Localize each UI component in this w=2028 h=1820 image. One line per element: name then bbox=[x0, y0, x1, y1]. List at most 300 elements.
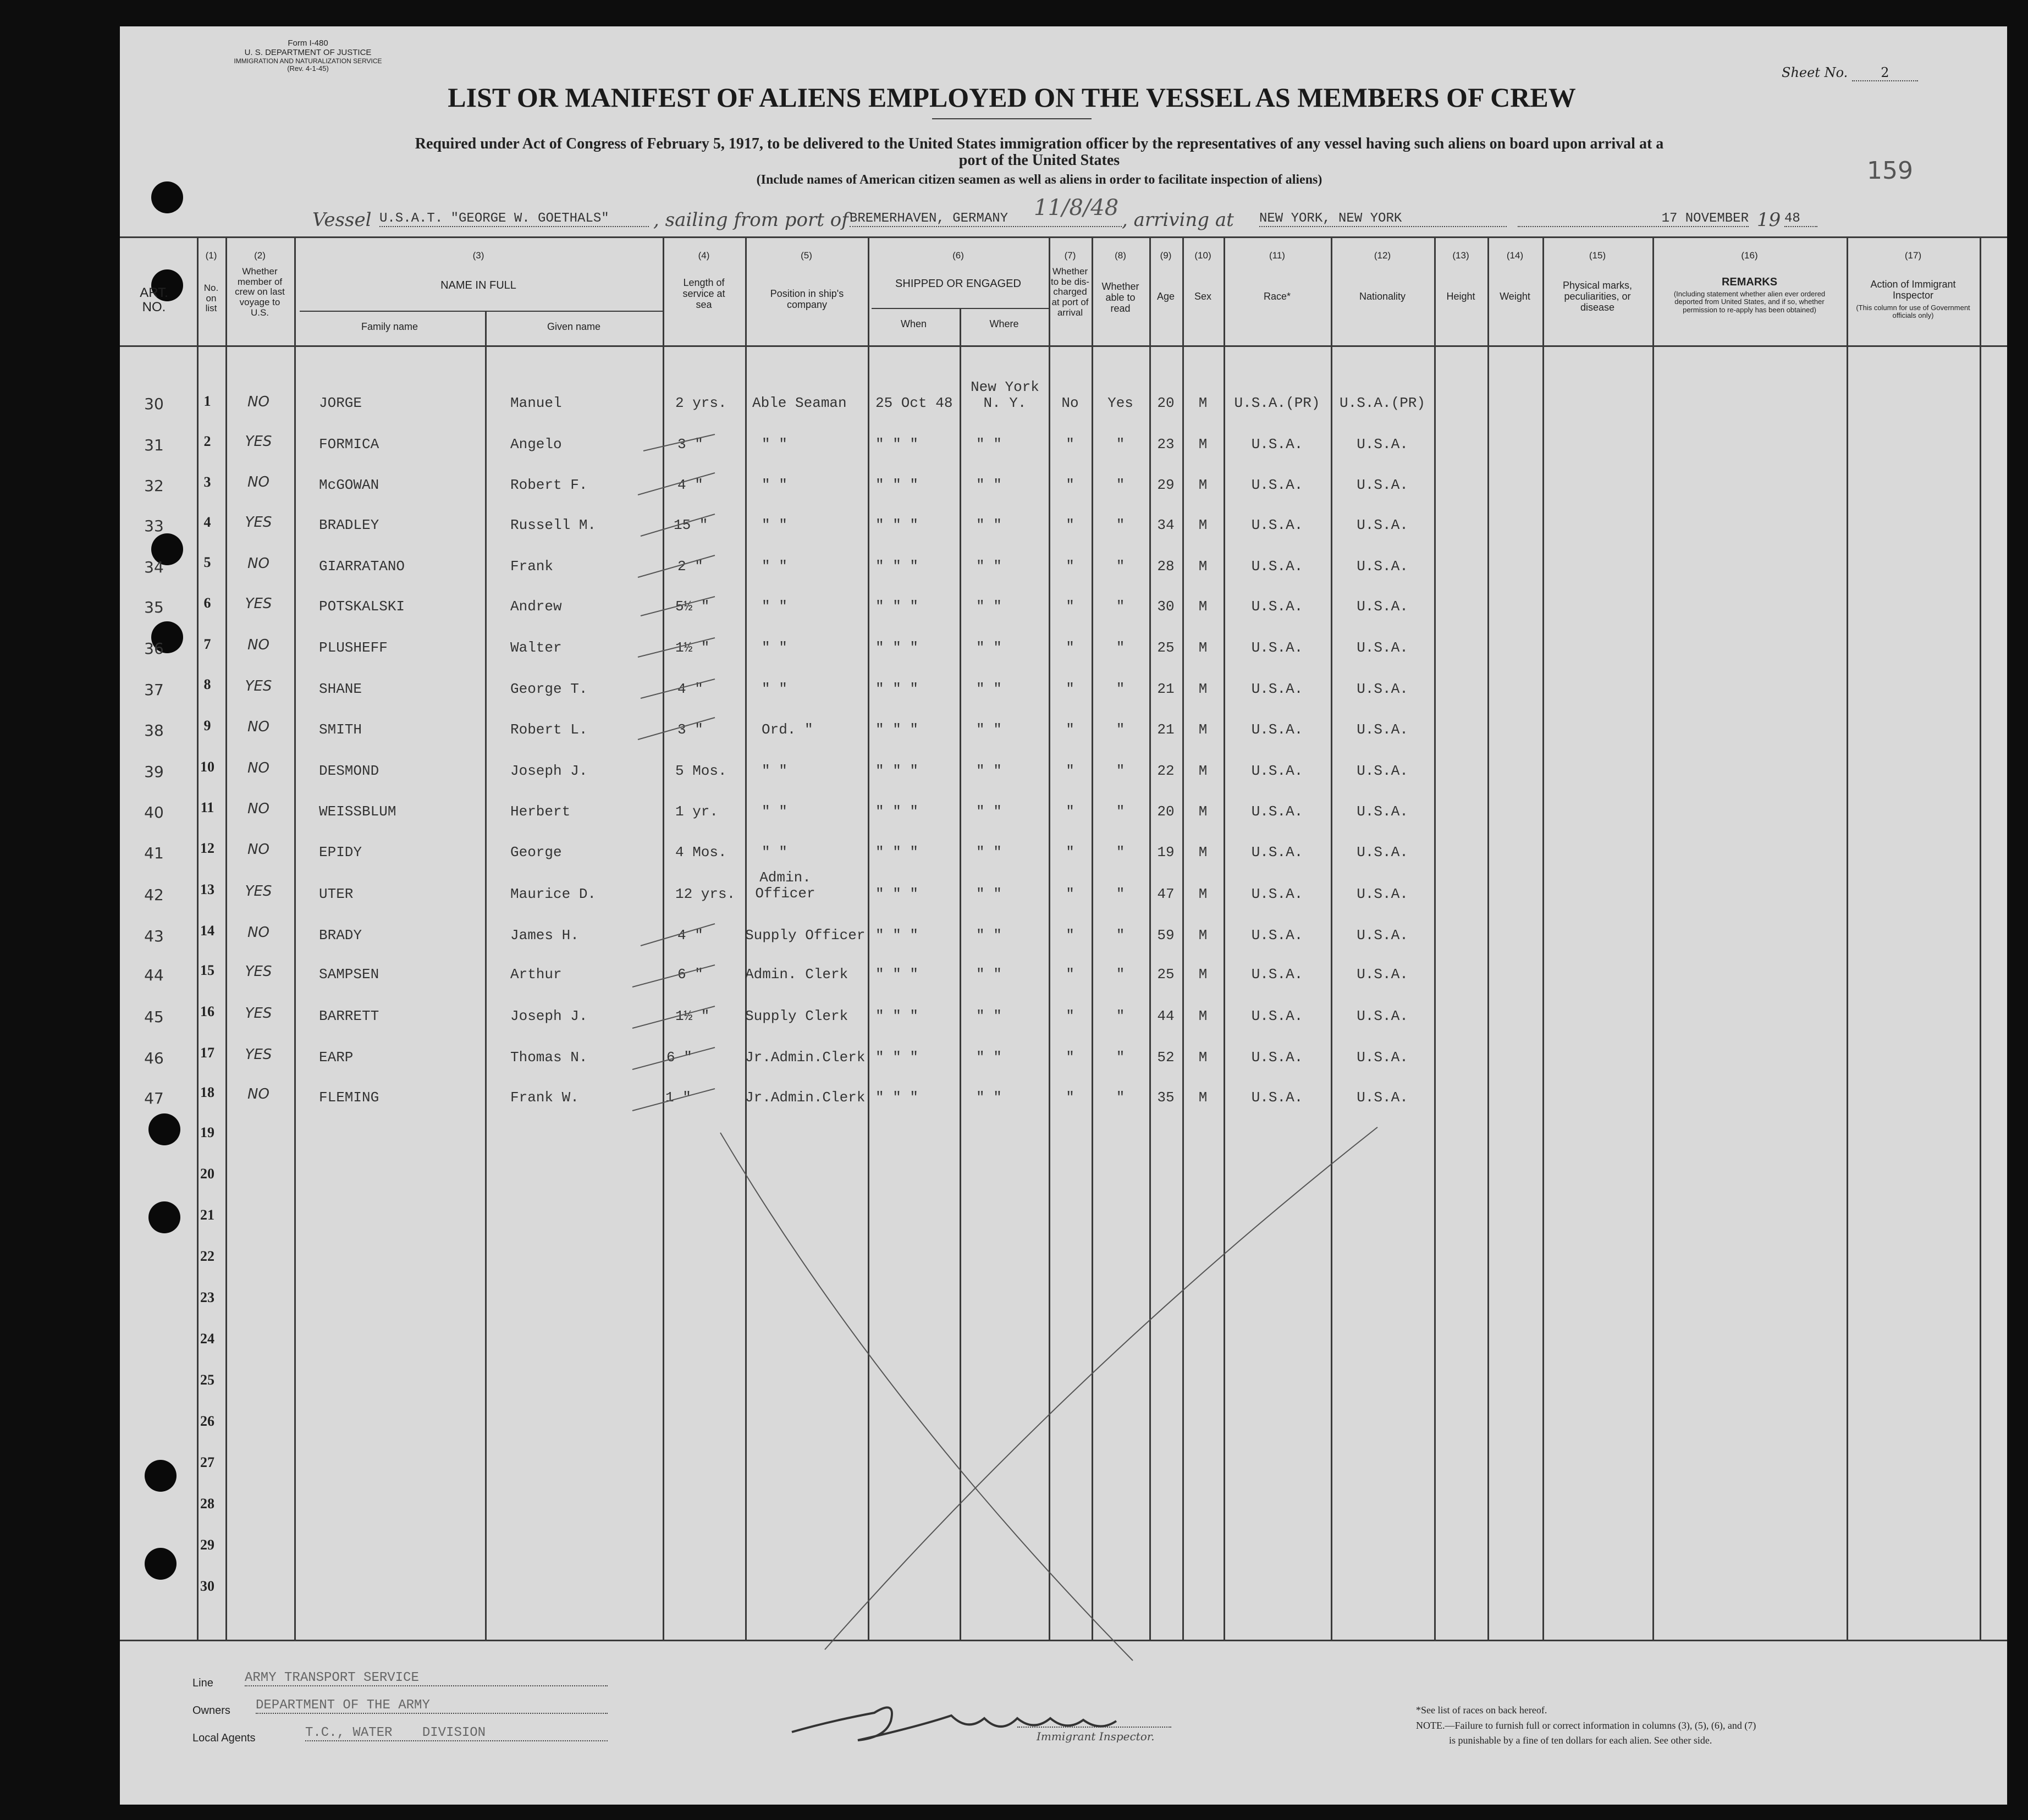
col11-header: Race* bbox=[1263, 291, 1291, 302]
list-no: 5 bbox=[203, 554, 211, 570]
shipped-where: " " bbox=[976, 927, 1002, 944]
race: U.S.A. bbox=[1251, 721, 1303, 738]
list-no: 10 bbox=[200, 759, 214, 775]
shipped-where: New York N. Y. bbox=[971, 379, 1039, 411]
position: Ord. " bbox=[762, 721, 813, 738]
service-length: 3 " bbox=[677, 721, 703, 738]
position: " " bbox=[762, 436, 787, 453]
col9-header: Age bbox=[1156, 291, 1175, 302]
list-no: 12 bbox=[200, 840, 214, 856]
sex: M bbox=[1198, 927, 1208, 944]
cancel-x-stroke-1 bbox=[720, 1133, 1133, 1661]
shipped-when: " " " bbox=[875, 436, 919, 453]
nationality: U.S.A.(PR) bbox=[1339, 395, 1426, 411]
line-value: ARMY TRANSPORT SERVICE bbox=[245, 1670, 608, 1686]
age: 29 bbox=[1157, 477, 1175, 493]
service-check-mark bbox=[641, 679, 715, 698]
position: " " bbox=[762, 477, 787, 493]
race: U.S.A. bbox=[1251, 517, 1303, 533]
art-no: 34 bbox=[144, 558, 164, 576]
crew-last-voyage: NO bbox=[247, 760, 269, 776]
given-name: Andrew bbox=[510, 598, 562, 615]
age: 34 bbox=[1157, 517, 1175, 533]
shipped-when: 25 Oct 48 bbox=[875, 395, 953, 411]
col7-header: Whether to be dis-charged at port of arrival bbox=[1051, 266, 1089, 318]
sex: M bbox=[1198, 763, 1208, 779]
given-name: Maurice D. bbox=[510, 886, 597, 902]
col9-num: (9) bbox=[1160, 250, 1172, 261]
service-length: 1½ " bbox=[675, 1008, 710, 1024]
service-length: 1 yr. bbox=[675, 803, 719, 820]
given-name: George T. bbox=[510, 681, 588, 697]
service-check-mark bbox=[638, 555, 715, 577]
shipped-when: " " " bbox=[875, 844, 919, 861]
discharged: " bbox=[1066, 436, 1074, 453]
col3-given-header: Given name bbox=[547, 321, 601, 332]
form-subtitle-1: Required under Act of Congress of February 5, 1917, to be delivered to the United States immigration officer by the representatives of any vessel having such aliens on board upon arrival at a bbox=[415, 135, 1664, 152]
given-name: Arthur bbox=[510, 966, 562, 983]
discharged: " bbox=[1066, 1008, 1074, 1024]
arrival-date: 17 NOVEMBER bbox=[1518, 211, 1749, 227]
nationality: U.S.A. bbox=[1357, 844, 1408, 861]
nationality: U.S.A. bbox=[1357, 966, 1408, 983]
form-number: Form I-480 bbox=[288, 38, 328, 48]
col6-num: (6) bbox=[952, 250, 964, 261]
list-no: 27 bbox=[200, 1454, 214, 1470]
nationality: U.S.A. bbox=[1357, 803, 1408, 820]
art-no: 37 bbox=[144, 681, 164, 699]
age: 47 bbox=[1157, 886, 1175, 902]
able-to-read: Yes bbox=[1107, 395, 1133, 411]
able-to-read: " bbox=[1116, 1008, 1125, 1024]
able-to-read: " bbox=[1116, 763, 1125, 779]
form-title: LIST OR MANIFEST OF ALIENS EMPLOYED ON THE VESSEL AS MEMBERS OF CREW bbox=[448, 82, 1576, 113]
list-no: 29 bbox=[200, 1537, 214, 1553]
sex: M bbox=[1198, 395, 1208, 411]
sex: M bbox=[1198, 598, 1208, 615]
race: U.S.A. bbox=[1251, 1008, 1303, 1024]
shipped-when: " " " bbox=[875, 1049, 919, 1066]
family-name: JORGE bbox=[319, 395, 362, 411]
discharged: " bbox=[1066, 803, 1074, 820]
sex: M bbox=[1198, 639, 1208, 656]
sailing-label: , sailing from port of bbox=[653, 209, 848, 231]
list-no: 19 bbox=[200, 1124, 214, 1140]
nationality: U.S.A. bbox=[1357, 1089, 1408, 1106]
list-no: 17 bbox=[200, 1045, 214, 1061]
crew-last-voyage: NO bbox=[247, 924, 269, 941]
family-name: SHANE bbox=[319, 681, 362, 697]
col13-header: Height bbox=[1446, 291, 1475, 302]
age: 21 bbox=[1157, 681, 1175, 697]
form-subtitle-2: port of the United States bbox=[958, 152, 1120, 169]
race: U.S.A. bbox=[1251, 966, 1303, 983]
service-length: 15 " bbox=[674, 517, 708, 533]
position: Admin. Clerk bbox=[745, 966, 848, 983]
list-no: 23 bbox=[200, 1289, 214, 1305]
art-no: 43 bbox=[144, 927, 164, 945]
shipped-where: " " bbox=[976, 803, 1002, 820]
vessel-label: Vessel bbox=[312, 209, 372, 231]
position: " " bbox=[762, 763, 787, 779]
col6-where-header: Where bbox=[989, 318, 1019, 329]
service-check-mark bbox=[641, 514, 715, 536]
discharged: " bbox=[1066, 1049, 1074, 1066]
given-name: James H. bbox=[510, 927, 579, 944]
position: " " bbox=[762, 558, 787, 575]
list-no: 28 bbox=[200, 1496, 214, 1512]
col16-subheader: (Including statement whether alien ever ordered deported from United States, and if so, whether permission to re-apply has been obtained) bbox=[1673, 290, 1826, 314]
art-no: 32 bbox=[144, 477, 164, 495]
owners-label: Owners bbox=[192, 1705, 230, 1717]
crew-last-voyage: NO bbox=[247, 801, 269, 817]
shipped-where: " " bbox=[976, 721, 1002, 738]
family-name: EPIDY bbox=[319, 844, 362, 861]
crew-last-voyage: YES bbox=[245, 1005, 272, 1022]
given-name: Frank bbox=[510, 558, 554, 575]
service-check-mark bbox=[641, 924, 715, 946]
able-to-read: " bbox=[1116, 558, 1125, 575]
year-prefix: 19 bbox=[1757, 209, 1781, 231]
art-no: 31 bbox=[144, 436, 164, 454]
cancel-x-stroke-2 bbox=[825, 1127, 1377, 1650]
given-name: George bbox=[510, 844, 562, 861]
family-name: FLEMING bbox=[319, 1089, 379, 1106]
able-to-read: " bbox=[1116, 639, 1125, 656]
col1-header: No. on list bbox=[203, 283, 219, 314]
race: U.S.A. bbox=[1251, 1049, 1303, 1066]
age: 52 bbox=[1157, 1049, 1175, 1066]
position: Jr.Admin.Clerk bbox=[745, 1089, 866, 1106]
given-name: Angelo bbox=[510, 436, 562, 453]
position: Admin. Officer bbox=[755, 869, 815, 902]
agents-label: Local Agents bbox=[192, 1732, 256, 1744]
given-name: Robert F. bbox=[510, 477, 588, 493]
shipped-when: " " " bbox=[875, 639, 919, 656]
shipped-when: " " " bbox=[875, 598, 919, 615]
crew-last-voyage: NO bbox=[247, 841, 269, 858]
races-note: *See list of races on back hereof. bbox=[1416, 1705, 1547, 1716]
list-no: 22 bbox=[200, 1248, 214, 1264]
given-name: Russell M. bbox=[510, 517, 597, 533]
age: 20 bbox=[1157, 803, 1175, 820]
given-name: Walter bbox=[510, 639, 562, 656]
sex: M bbox=[1198, 886, 1208, 902]
sex: M bbox=[1198, 436, 1208, 453]
age: 21 bbox=[1157, 721, 1175, 738]
col17-header: Action of Immigrant Inspector bbox=[1870, 279, 1956, 301]
discharged: " bbox=[1066, 1089, 1074, 1106]
discharged: " bbox=[1066, 477, 1074, 493]
shipped-where: " " bbox=[976, 1008, 1002, 1024]
able-to-read: " bbox=[1116, 598, 1125, 615]
list-no: 20 bbox=[200, 1166, 214, 1182]
sex: M bbox=[1198, 966, 1208, 983]
art-no: 42 bbox=[144, 886, 164, 904]
col12-header: Nationality bbox=[1359, 291, 1406, 302]
able-to-read: " bbox=[1116, 477, 1125, 493]
owners-value: DEPARTMENT OF THE ARMY bbox=[256, 1698, 608, 1714]
col15-header: Physical marks, peculiarities, or disease bbox=[1562, 280, 1633, 313]
position: " " bbox=[762, 681, 787, 697]
sex: M bbox=[1198, 517, 1208, 533]
service-length: 4 Mos. bbox=[675, 844, 727, 861]
col10-header: Sex bbox=[1194, 291, 1212, 302]
age: 35 bbox=[1157, 1089, 1175, 1106]
service-length: 6 " bbox=[677, 966, 703, 983]
service-check-mark bbox=[641, 597, 715, 616]
art-no: 40 bbox=[144, 803, 164, 821]
art-no: 36 bbox=[144, 639, 164, 658]
agents-name: T.C., WATER bbox=[305, 1725, 393, 1740]
col14-header: Weight bbox=[1500, 291, 1530, 302]
discharged: " bbox=[1066, 844, 1074, 861]
position: Supply Officer bbox=[745, 927, 866, 944]
art-no: 46 bbox=[144, 1049, 164, 1067]
list-no: 13 bbox=[200, 881, 214, 897]
col15-num: (15) bbox=[1589, 250, 1606, 261]
able-to-read: " bbox=[1116, 927, 1125, 944]
list-no: 30 bbox=[200, 1578, 214, 1594]
crew-last-voyage: YES bbox=[245, 678, 272, 694]
service-length: 6 " bbox=[666, 1049, 692, 1066]
nationality: U.S.A. bbox=[1357, 517, 1408, 533]
col17-num: (17) bbox=[1904, 250, 1922, 261]
crew-last-voyage: YES bbox=[245, 595, 272, 612]
service-length: 12 yrs. bbox=[675, 886, 736, 902]
sheet-number: 2 bbox=[1852, 65, 1918, 81]
shipped-where: " " bbox=[976, 598, 1002, 615]
able-to-read: " bbox=[1116, 1089, 1125, 1106]
race: U.S.A. bbox=[1251, 927, 1303, 944]
list-no: 7 bbox=[203, 636, 211, 652]
family-name: McGOWAN bbox=[319, 477, 379, 493]
race: U.S.A. bbox=[1251, 886, 1303, 902]
shipped-where: " " bbox=[976, 639, 1002, 656]
nationality: U.S.A. bbox=[1357, 763, 1408, 779]
age: 22 bbox=[1157, 763, 1175, 779]
shipped-when: " " " bbox=[875, 517, 919, 533]
age: 25 bbox=[1157, 639, 1175, 656]
able-to-read: " bbox=[1116, 436, 1125, 453]
col1-num: (1) bbox=[205, 250, 217, 261]
service-check-mark bbox=[632, 1006, 715, 1028]
position: " " bbox=[762, 639, 787, 656]
art-no: 47 bbox=[144, 1089, 164, 1107]
age: 30 bbox=[1157, 598, 1175, 615]
service-check-mark bbox=[638, 638, 715, 657]
col5-header: Position in ship's company bbox=[770, 288, 844, 310]
list-no: 6 bbox=[203, 595, 211, 611]
nationality: U.S.A. bbox=[1357, 1008, 1408, 1024]
nationality: U.S.A. bbox=[1357, 1049, 1408, 1066]
line-label: Line bbox=[192, 1677, 213, 1689]
inspector-line bbox=[1017, 1727, 1171, 1728]
race: U.S.A. bbox=[1251, 477, 1303, 493]
col13-num: (13) bbox=[1452, 250, 1469, 261]
col8-num: (8) bbox=[1115, 250, 1126, 261]
col6-header: SHIPPED OR ENGAGED bbox=[895, 278, 1021, 290]
able-to-read: " bbox=[1116, 721, 1125, 738]
col5-num: (5) bbox=[801, 250, 812, 261]
shipped-where: " " bbox=[976, 436, 1002, 453]
given-name: Herbert bbox=[510, 803, 571, 820]
crew-last-voyage: NO bbox=[247, 637, 269, 653]
service-length: 4 " bbox=[677, 927, 703, 944]
shipped-where: " " bbox=[976, 1049, 1002, 1066]
family-name: DESMOND bbox=[319, 763, 379, 779]
discharged: " bbox=[1066, 681, 1074, 697]
crew-last-voyage: YES bbox=[245, 514, 272, 531]
shipped-where: " " bbox=[976, 844, 1002, 861]
list-no: 24 bbox=[200, 1331, 214, 1347]
list-no: 14 bbox=[200, 923, 214, 939]
col3-num: (3) bbox=[472, 250, 484, 261]
sex: M bbox=[1198, 1008, 1208, 1024]
col11-num: (11) bbox=[1269, 250, 1285, 261]
given-name: Frank W. bbox=[510, 1089, 579, 1106]
year-value: 48 bbox=[1784, 211, 1817, 227]
family-name: BRADY bbox=[319, 927, 362, 944]
list-no: 2 bbox=[203, 433, 211, 449]
race: U.S.A. bbox=[1251, 598, 1303, 615]
age: 19 bbox=[1157, 844, 1175, 861]
age: 20 bbox=[1157, 395, 1175, 411]
discharged: " bbox=[1066, 721, 1074, 738]
age: 25 bbox=[1157, 966, 1175, 983]
art-no: 35 bbox=[144, 598, 164, 616]
vessel-name: U.S.A.T. "GEORGE W. GOETHALS" bbox=[379, 211, 649, 227]
shipped-when: " " " bbox=[875, 681, 919, 697]
discharged: " bbox=[1066, 886, 1074, 902]
shipped-where: " " bbox=[976, 558, 1002, 575]
col17-subheader: (This column for use of Government officials only) bbox=[1856, 304, 1970, 320]
shipped-where: " " bbox=[976, 966, 1002, 983]
art-no: 30 bbox=[144, 395, 164, 413]
nationality: U.S.A. bbox=[1357, 477, 1408, 493]
family-name: POTSKALSKI bbox=[319, 598, 405, 615]
service-check-mark bbox=[632, 1047, 715, 1069]
crew-last-voyage: NO bbox=[247, 1086, 269, 1102]
sex: M bbox=[1198, 803, 1208, 820]
col7-num: (7) bbox=[1064, 250, 1076, 261]
sheet-label: Sheet No. bbox=[1782, 65, 1848, 80]
position: Supply Clerk bbox=[745, 1008, 848, 1024]
sex: M bbox=[1198, 558, 1208, 575]
col3-family-header: Family name bbox=[361, 321, 418, 332]
family-name: BARRETT bbox=[319, 1008, 379, 1024]
stamp-number: 159 bbox=[1867, 157, 1913, 185]
col3-header: NAME IN FULL bbox=[440, 279, 516, 291]
service-check-mark bbox=[632, 965, 715, 987]
sex: M bbox=[1198, 1049, 1208, 1066]
position: " " bbox=[762, 517, 787, 533]
crew-last-voyage: YES bbox=[245, 1046, 272, 1063]
crew-last-voyage: YES bbox=[245, 963, 272, 980]
arrival-port: NEW YORK, NEW YORK bbox=[1259, 211, 1507, 227]
age: 44 bbox=[1157, 1008, 1175, 1024]
age: 59 bbox=[1157, 927, 1175, 944]
service-length: 2 " bbox=[677, 558, 703, 575]
service-check-mark bbox=[638, 718, 715, 740]
family-name: WEISSBLUM bbox=[319, 803, 396, 820]
able-to-read: " bbox=[1116, 681, 1125, 697]
able-to-read: " bbox=[1116, 966, 1125, 983]
discharged: " bbox=[1066, 558, 1074, 575]
shipped-where: " " bbox=[976, 1089, 1002, 1106]
shipped-when: " " " bbox=[875, 558, 919, 575]
service-length: 3 " bbox=[677, 436, 703, 453]
crew-last-voyage: NO bbox=[247, 555, 269, 572]
discharged: " bbox=[1066, 927, 1074, 944]
service-check-mark bbox=[638, 473, 715, 495]
able-to-read: " bbox=[1116, 803, 1125, 820]
list-no: 16 bbox=[200, 1003, 214, 1019]
list-no: 11 bbox=[200, 799, 214, 815]
handwritten-date: 11/8/48 bbox=[1034, 195, 1119, 220]
agents-value bbox=[305, 1725, 608, 1741]
nationality: U.S.A. bbox=[1357, 927, 1408, 944]
list-no: 9 bbox=[203, 718, 211, 733]
list-no: 8 bbox=[203, 676, 211, 692]
position: Able Seaman bbox=[752, 395, 847, 411]
given-name: Joseph J. bbox=[510, 1008, 588, 1024]
position: Jr.Admin.Clerk bbox=[745, 1049, 866, 1066]
col2-header: Whether member of crew on last voyage to U.S. bbox=[235, 266, 285, 318]
crew-last-voyage: NO bbox=[247, 394, 269, 410]
art-no: 33 bbox=[144, 517, 164, 535]
discharged: " bbox=[1066, 517, 1074, 533]
crew-last-voyage: NO bbox=[247, 474, 269, 490]
race: U.S.A. bbox=[1251, 1089, 1303, 1106]
able-to-read: " bbox=[1116, 844, 1125, 861]
position: " " bbox=[762, 844, 787, 861]
departure-port: BREMERHAVEN, GERMANY bbox=[850, 211, 1122, 227]
sex: M bbox=[1198, 844, 1208, 861]
shipped-when: " " " bbox=[875, 886, 919, 902]
race: U.S.A. bbox=[1251, 558, 1303, 575]
col10-num: (10) bbox=[1194, 250, 1211, 261]
family-name: UTER bbox=[319, 886, 354, 902]
art-no: 38 bbox=[144, 721, 164, 740]
service-check-mark bbox=[632, 1089, 715, 1111]
discharged: " bbox=[1066, 966, 1074, 983]
family-name: EARP bbox=[319, 1049, 354, 1066]
shipped-when: " " " bbox=[875, 763, 919, 779]
sex: M bbox=[1198, 681, 1208, 697]
service-length: 4 " bbox=[677, 681, 703, 697]
col2-num: (2) bbox=[254, 250, 266, 261]
service-check-mark bbox=[643, 434, 715, 451]
shipped-where: " " bbox=[976, 681, 1002, 697]
form-service: IMMIGRATION AND NATURALIZATION SERVICE bbox=[234, 57, 382, 65]
crew-last-voyage: YES bbox=[245, 883, 272, 900]
col12-num: (12) bbox=[1374, 250, 1391, 261]
race: U.S.A. bbox=[1251, 639, 1303, 656]
family-name: SMITH bbox=[319, 721, 362, 738]
shipped-when: " " " bbox=[875, 477, 919, 493]
family-name: PLUSHEFF bbox=[319, 639, 388, 656]
shipped-when: " " " bbox=[875, 721, 919, 738]
shipped-where: " " bbox=[976, 517, 1002, 533]
list-no: 3 bbox=[203, 474, 211, 490]
nationality: U.S.A. bbox=[1357, 436, 1408, 453]
list-no: 18 bbox=[200, 1084, 214, 1100]
shipped-where: " " bbox=[976, 886, 1002, 902]
list-no: 1 bbox=[203, 393, 211, 409]
given-name: Manuel bbox=[510, 395, 562, 411]
sex: M bbox=[1198, 477, 1208, 493]
